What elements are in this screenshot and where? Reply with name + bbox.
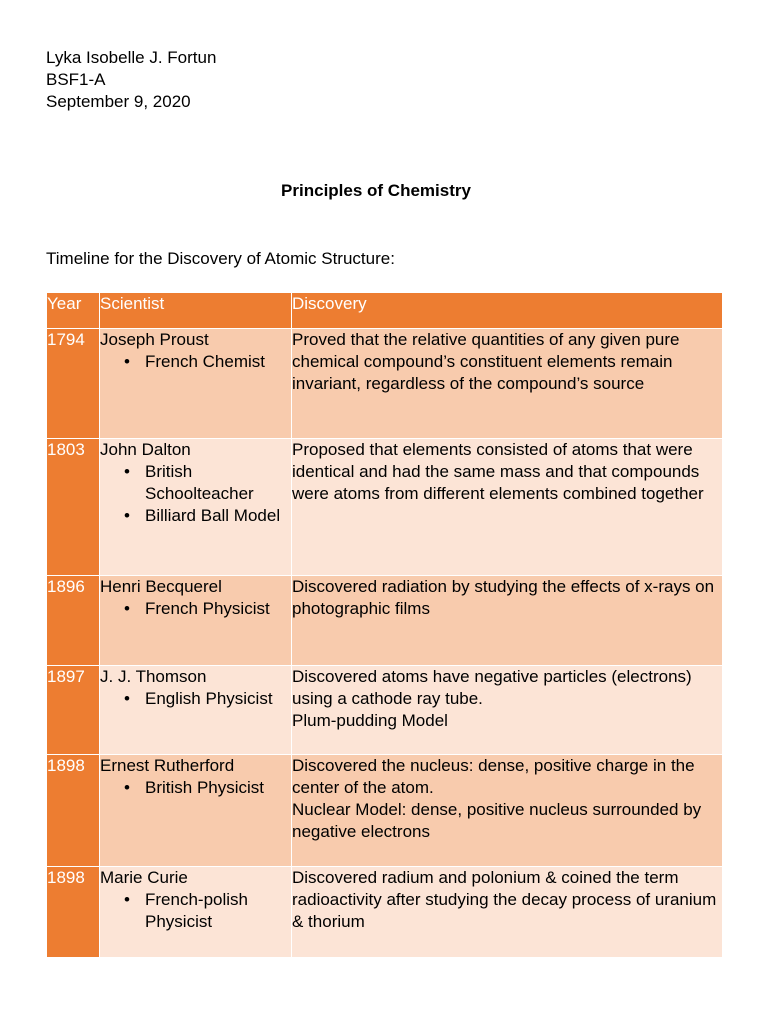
author-name: Lyka Isobelle J. Fortun: [46, 48, 217, 67]
row-discovery: [292, 329, 723, 439]
discovery-text: Discovered the nucleus: dense, positive charge in the center of the atom.: [292, 756, 695, 797]
scientist-notes: [100, 598, 291, 620]
scientist-notes: [100, 777, 291, 799]
row-scientist: [100, 666, 292, 755]
note-item: • British Physicist: [100, 777, 291, 799]
discovery-text: Discovered radium and polonium & coined the term radioactivity after studying the decay process of uranium & thorium: [292, 868, 717, 931]
table-row: [47, 329, 723, 439]
table-row: [47, 867, 723, 958]
table-header-row: [47, 293, 723, 329]
row-discovery: [292, 666, 723, 755]
discovery-text: Nuclear Model: dense, positive nucleus surrounded by negative electrons: [292, 800, 702, 841]
row-year: 1794: [47, 329, 100, 439]
row-discovery: [292, 439, 723, 576]
scientist-name: John Dalton: [100, 440, 191, 459]
class-section: BSF1-A: [46, 70, 106, 89]
note-item: • French Chemist: [100, 351, 291, 373]
document-date: September 9, 2020: [46, 92, 191, 111]
timeline-table-body: [47, 329, 723, 958]
scientist-notes: [100, 351, 291, 373]
scientist-name: Marie Curie: [100, 868, 188, 887]
row-discovery: [292, 867, 723, 958]
note-item: • French-polish Physicist: [100, 889, 291, 933]
timeline-heading: Timeline for the Discovery of Atomic Structure:: [46, 249, 395, 268]
scientist-name: Ernest Rutherford: [100, 756, 235, 775]
row-year: 1897: [47, 666, 100, 755]
note-item: • English Physicist: [100, 688, 291, 710]
discovery-text: Proposed that elements consisted of atoms that were identical and had the same mass and that compounds were atoms from different elements combined together: [292, 440, 704, 503]
column-header-scientist: Scientist: [100, 293, 292, 329]
row-scientist: [100, 755, 292, 867]
row-year: 1896: [47, 576, 100, 666]
row-discovery: [292, 755, 723, 867]
column-header-discovery: Discovery: [292, 293, 723, 329]
note-item: • Billiard Ball Model: [100, 505, 291, 527]
document-title: Principles of Chemistry: [281, 181, 471, 200]
discovery-text: Discovered radiation by studying the effects of x-rays on photographic films: [292, 577, 715, 618]
discovery-text: Proved that the relative quantities of any given pure chemical compound’s constituent elements remain invariant, regardless of the compound’s source: [292, 330, 680, 393]
note-item: • French Physicist: [100, 598, 291, 620]
table-row: [47, 666, 723, 755]
table-row: [47, 576, 723, 666]
timeline-table: [46, 292, 723, 958]
scientist-notes: [100, 889, 291, 933]
table-row: [47, 755, 723, 867]
discovery-text: Plum-pudding Model: [292, 711, 448, 730]
row-year: 1898: [47, 867, 100, 958]
row-scientist: [100, 329, 292, 439]
row-year: 1803: [47, 439, 100, 576]
document-header: [46, 47, 216, 113]
row-discovery: [292, 576, 723, 666]
column-header-year: Year: [47, 293, 100, 329]
row-scientist: [100, 867, 292, 958]
discovery-text: Discovered atoms have negative particles (electrons) using a cathode ray tube.: [292, 667, 692, 708]
row-year: 1898: [47, 755, 100, 867]
row-scientist: [100, 439, 292, 576]
scientist-notes: [100, 461, 291, 527]
scientist-name: Henri Becquerel: [100, 577, 222, 596]
table-row: [47, 439, 723, 576]
note-item: • British Schoolteacher: [100, 461, 291, 505]
row-scientist: [100, 576, 292, 666]
scientist-name: J. J. Thomson: [100, 667, 207, 686]
scientist-notes: [100, 688, 291, 710]
scientist-name: Joseph Proust: [100, 330, 209, 349]
